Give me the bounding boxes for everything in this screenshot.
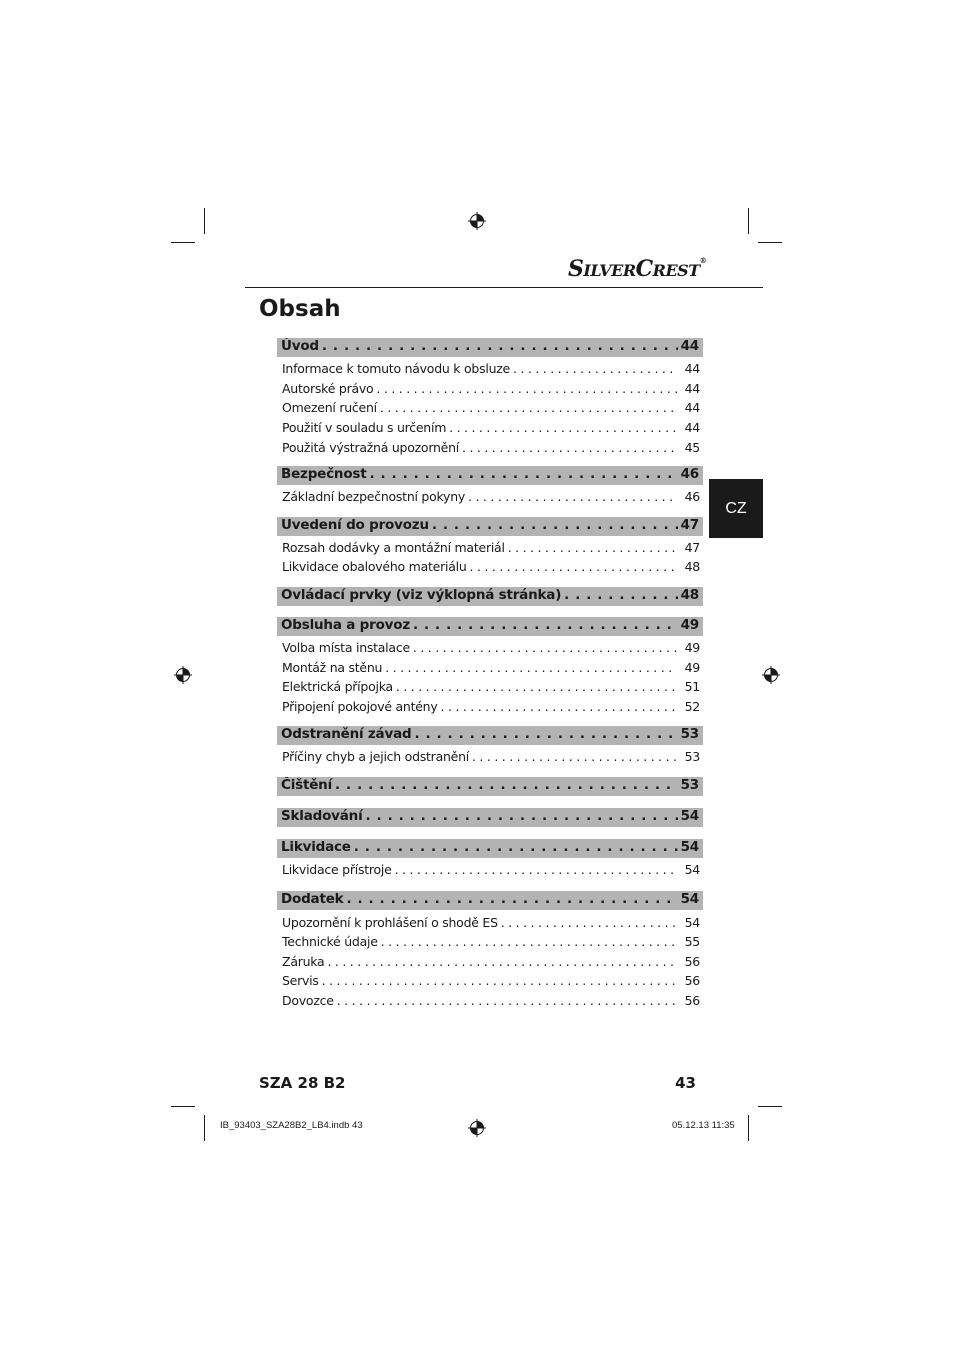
- toc-entry[interactable]: [277, 437, 704, 457]
- toc-entry-page: 48: [684, 559, 700, 575]
- leader-dots: [376, 381, 677, 396]
- crop-mark: [171, 1106, 195, 1107]
- toc-heading-page: 44: [680, 338, 699, 354]
- crop-mark: [748, 208, 749, 234]
- toc-entry-title: Montáž na stěnu: [282, 659, 383, 675]
- toc-entry-title: Příčiny chyb a jejich odstranění: [282, 749, 469, 765]
- toc-section-heading[interactable]: [277, 466, 703, 485]
- leader-dots: [432, 517, 678, 533]
- leader-dots: [508, 540, 677, 555]
- toc-heading-title: Odstranění závad: [281, 726, 412, 743]
- toc-entry[interactable]: [277, 538, 704, 558]
- toc-entry-title: Připojení pokojové antény: [282, 698, 438, 714]
- toc-entry-page: 44: [684, 420, 700, 436]
- toc-entry-page: 46: [684, 489, 700, 505]
- leader-dots: [322, 973, 677, 988]
- toc-entry[interactable]: [277, 677, 704, 697]
- print-slug-datetime: 05.12.13 11:35: [672, 1120, 735, 1131]
- toc-heading-page: 53: [680, 726, 699, 743]
- toc-heading-page: 47: [680, 516, 699, 533]
- toc-entry-title: Informace k tomuto návodu k obsluze: [282, 361, 510, 377]
- toc-entry-page: 52: [684, 698, 700, 714]
- toc-section-heading[interactable]: [277, 338, 703, 357]
- crop-mark: [758, 242, 782, 243]
- toc-entry-title: Upozornění k prohlášení o shodě ES: [282, 914, 498, 930]
- toc-entry-page: 56: [684, 992, 700, 1008]
- toc-entry-title: Použití v souladu s určením: [282, 420, 447, 436]
- leader-dots: [413, 617, 678, 633]
- crop-mark: [748, 1115, 749, 1141]
- toc-heading-title: Skladování: [281, 807, 363, 824]
- toc-entry-page: 56: [684, 953, 700, 969]
- toc-entry-page: 55: [684, 934, 700, 950]
- toc-section-heading[interactable]: [277, 891, 703, 910]
- registration-mark-icon: [762, 666, 780, 684]
- toc-entry[interactable]: [277, 657, 704, 677]
- toc-entry[interactable]: [277, 379, 704, 399]
- toc-entry-title: Použitá výstražná upozornění: [282, 439, 459, 455]
- toc-section-heading[interactable]: [277, 808, 703, 827]
- leader-dots: [366, 808, 678, 824]
- toc-entry-title: Záruka: [282, 953, 325, 969]
- page-number: 43: [675, 1074, 696, 1092]
- leader-dots: [441, 699, 678, 714]
- toc-section: [277, 516, 700, 577]
- toc-entry[interactable]: [277, 557, 704, 577]
- toc-section-heading[interactable]: [277, 726, 703, 745]
- toc-entry[interactable]: [277, 991, 704, 1011]
- page-title: Obsah: [259, 296, 341, 322]
- leader-dots: [462, 440, 677, 455]
- leader-dots: [395, 862, 677, 877]
- language-tab: CZ: [709, 479, 763, 538]
- toc-heading-page: 53: [680, 776, 699, 793]
- model-number: SZA 28 B2: [259, 1074, 346, 1092]
- leader-dots: [322, 338, 678, 354]
- toc-section-heading[interactable]: [277, 517, 703, 536]
- toc-heading-title: Čištění: [281, 776, 333, 793]
- toc-heading-title: Úvod: [281, 338, 319, 354]
- leader-dots: [380, 400, 677, 415]
- toc-entry-page: 47: [684, 539, 700, 555]
- leader-dots: [346, 891, 677, 907]
- toc-heading-page: 46: [680, 465, 699, 482]
- leader-dots: [370, 466, 678, 482]
- toc-section: [277, 807, 699, 827]
- toc-heading-title: Uvedení do provozu: [281, 516, 429, 533]
- toc-section: [277, 616, 700, 716]
- toc-entry-page: 54: [684, 914, 700, 930]
- toc-heading-page: 54: [680, 838, 699, 855]
- leader-dots: [472, 749, 677, 764]
- toc-section: [277, 338, 700, 457]
- toc-entry-title: Volba místa instalace: [282, 640, 410, 656]
- toc-entry-page: 53: [684, 749, 700, 765]
- leader-dots: [513, 361, 677, 376]
- toc-entry-page: 44: [684, 400, 700, 416]
- toc-entry-page: 56: [684, 973, 700, 989]
- leader-dots: [396, 679, 677, 694]
- toc-entry[interactable]: [277, 697, 704, 717]
- leader-dots: [564, 587, 677, 603]
- toc-entry[interactable]: [277, 398, 704, 418]
- toc-heading-page: 48: [680, 586, 699, 603]
- table-of-contents: [277, 338, 700, 1010]
- toc-heading-title: Ovládací prvky (viz výklopná stránka): [281, 586, 562, 603]
- toc-entry-title: Rozsah dodávky a montážní materiál: [282, 539, 505, 555]
- toc-heading-title: Bezpečnost: [281, 465, 367, 482]
- toc-section-heading[interactable]: [277, 587, 703, 606]
- toc-heading-page: 54: [680, 891, 699, 908]
- leader-dots: [337, 993, 677, 1008]
- toc-entry-title: Likvidace přístroje: [282, 862, 392, 878]
- crop-mark: [171, 242, 195, 243]
- toc-section: [277, 726, 700, 767]
- print-slug-file: IB_93403_SZA28B2_LB4.indb 43: [220, 1120, 363, 1131]
- toc-section: [277, 586, 699, 606]
- toc-section: [277, 776, 699, 796]
- toc-section-heading[interactable]: [277, 839, 703, 858]
- leader-dots: [385, 660, 677, 675]
- toc-section-heading[interactable]: [277, 617, 703, 636]
- toc-entry-page: 45: [684, 439, 700, 455]
- toc-entry-title: Technické údaje: [282, 934, 378, 950]
- crop-mark: [204, 208, 205, 234]
- crop-mark: [204, 1115, 205, 1141]
- toc-section: [277, 838, 700, 880]
- leader-dots: [449, 420, 677, 435]
- toc-entry[interactable]: [277, 932, 704, 952]
- toc-entry-title: Základní bezpečnostní pokyny: [282, 489, 466, 505]
- leader-dots: [354, 839, 678, 855]
- toc-entry[interactable]: [277, 747, 704, 767]
- leader-dots: [327, 954, 677, 969]
- leader-dots: [414, 726, 677, 742]
- leader-dots: [381, 934, 677, 949]
- toc-entry-page: 44: [684, 361, 700, 377]
- toc-entry-title: Likvidace obalového materiálu: [282, 559, 467, 575]
- toc-entry[interactable]: [277, 860, 704, 880]
- toc-heading-title: Dodatek: [281, 891, 344, 908]
- toc-entry[interactable]: [277, 971, 704, 991]
- toc-entry-title: Elektrická přípojka: [282, 679, 393, 695]
- toc-entry[interactable]: [277, 952, 704, 972]
- leader-dots: [413, 640, 677, 655]
- toc-heading-page: 54: [680, 807, 699, 824]
- toc-entry-title: Dovozce: [282, 992, 334, 1008]
- toc-entry[interactable]: [277, 638, 704, 658]
- toc-entry-title: Autorské právo: [282, 380, 374, 396]
- crop-mark: [758, 1106, 782, 1107]
- toc-entry[interactable]: [277, 359, 704, 379]
- registration-mark-icon: [468, 1119, 486, 1137]
- toc-entry-page: 54: [684, 862, 700, 878]
- leader-dots: [470, 559, 677, 574]
- toc-entry[interactable]: [277, 487, 704, 507]
- toc-entry-page: 49: [684, 640, 700, 656]
- toc-entry-page: 51: [684, 679, 700, 695]
- toc-entry-title: Omezení ručení: [282, 400, 377, 416]
- leader-dots: [335, 777, 678, 793]
- toc-entry-title: Servis: [282, 973, 319, 989]
- toc-entry-page: 49: [684, 659, 700, 675]
- toc-heading-page: 49: [680, 616, 699, 633]
- toc-entry[interactable]: [277, 912, 704, 932]
- toc-section-heading[interactable]: [277, 777, 703, 796]
- toc-heading-title: Likvidace: [281, 838, 351, 855]
- leader-dots: [468, 489, 677, 504]
- leader-dots: [501, 915, 677, 930]
- header-rule: [245, 287, 763, 288]
- toc-section: [277, 891, 700, 1010]
- toc-heading-title: Obsluha a provoz: [281, 616, 410, 633]
- toc-entry[interactable]: [277, 418, 704, 438]
- toc-section: [277, 465, 700, 507]
- toc-entry-page: 44: [684, 380, 700, 396]
- registration-mark-icon: [468, 212, 486, 230]
- registration-mark-icon: [174, 666, 192, 684]
- brand-logo: SILVERCREST®: [568, 256, 707, 282]
